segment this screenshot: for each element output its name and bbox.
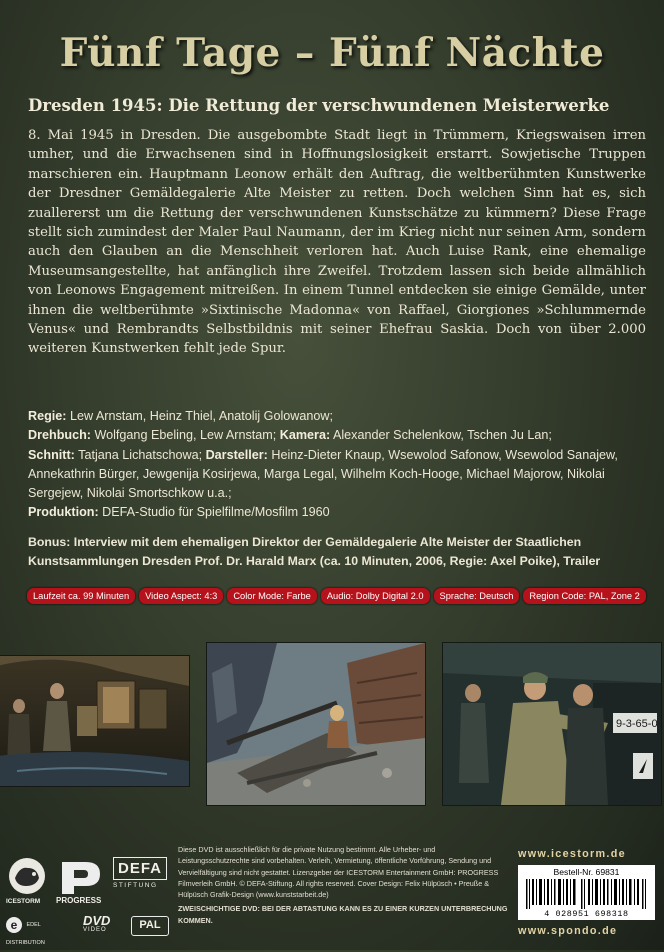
credit-label-schnitt: Schnitt: <box>28 447 75 462</box>
credit-schnitt: Tatjana Lichatschowa; <box>78 447 203 462</box>
barcode-digits: 4 028951 698318 <box>544 909 629 919</box>
dual-layer-warning: ZWEISCHICHTIGE DVD: BEI DER ABTASTUNG KANN ES ZU EINER KURZEN UNTERBRECHUNG KOMMEN. <box>178 904 508 925</box>
credit-label-kamera: Kamera: <box>279 428 331 443</box>
credit-label-produktion: Produktion: <box>28 505 99 520</box>
spondo-url: www.spondo.de <box>518 925 618 937</box>
defa-logo-text: DEFA <box>113 857 167 880</box>
order-number: Bestell-Nr. 69831 <box>553 867 620 877</box>
svg-text:9-3-65-0: 9-3-65-0 <box>616 718 658 730</box>
edel-logo-text: EDEL DISTRIBUTION <box>6 921 45 946</box>
film-title: Fünf Tage – Fünf Nächte <box>59 30 605 76</box>
credit-regie: Lew Arnstam, Heinz Thiel, Anatolij Golowanow; <box>70 409 333 423</box>
credit-label-darsteller: Darsteller: <box>205 447 268 462</box>
legal-block <box>178 844 508 926</box>
progress-logo-text: PROGRESS <box>56 896 102 905</box>
badge-runtime: Laufzeit ca. 99 Minuten <box>27 588 135 604</box>
defa-logo-sub: STIFTUNG <box>113 882 158 889</box>
credits-block <box>28 407 648 523</box>
icestorm-logo-text: ICESTORM <box>6 898 41 905</box>
credit-darsteller: Heinz-Dieter Knaup, Wsewolod Safonow, Wsewolod Sanajew, Annekathrin Bürger, Jewgenija Kosirjewa, Marga Legal, Wilhelm Koch-Hooge, Michael Majorow, Nikolai Sergejew, Nikolai Smortschkow u.a.; <box>28 447 618 501</box>
film-still-ruins <box>206 642 426 806</box>
spec-badges <box>27 588 646 604</box>
bonus-block <box>28 533 652 570</box>
dvd-logo-sub: VIDEO <box>83 927 107 933</box>
credit-produktion: DEFA-Studio für Spielfilme/Mosfilm 1960 <box>102 505 330 520</box>
defa-logo <box>113 857 169 893</box>
credit-label-regie: Regie: <box>28 409 67 423</box>
badge-region: Region Code: PAL, Zone 2 <box>523 588 645 604</box>
bonus-label: Bonus: <box>28 535 71 549</box>
pal-logo: PAL <box>131 916 169 936</box>
badge-color-mode: Color Mode: Farbe <box>227 588 317 604</box>
film-still-soldiers <box>442 642 662 806</box>
barcode <box>526 879 647 909</box>
dvd-logo-text: DVD <box>83 913 111 928</box>
barcode-panel <box>518 865 655 920</box>
badge-language: Sprache: Deutsch <box>434 588 520 604</box>
credit-drehbuch: Wolfgang Ebeling, Lew Arnstam; <box>94 428 277 443</box>
edel-e-icon: e <box>6 917 22 933</box>
credit-label-drehbuch: Drehbuch: <box>28 428 91 443</box>
film-still-tunnel <box>0 655 190 787</box>
badge-video-aspect: Video Aspect: 4:3 <box>139 588 223 604</box>
credit-kamera: Alexander Schelenkow, Tschen Ju Lan; <box>332 428 552 443</box>
edel-logo <box>6 916 76 946</box>
synopsis-text: 8. Mai 1945 in Dresden. Die ausgebombte Stadt liegt in Trümmern, Kriegswaisen irren umher, und die Erwachsenen sind in Hoffnungslosigkeit erstarrt. Sowjetische Truppen marschieren ein. Hauptmann Leonow erhält den Auftrag, die weltberühmten Kunstwerke der Dresdner Gemäldegalerie Alte Meister zu retten. Doch welchen Sinn hat es, sich zuallererst um die Rettung der verschwundenen Kunstschätze zu kümmern? Diese Frage stellt sich zumindest der Maler Paul Naumann, der im Krieg nicht nur seinen Arm, sondern auch den Glauben an die Menschheit verloren hat. Auch Luise Rank, eine ehemalige Museumsangestellte, hat anfänglich ihre Zweifel. Trotzdem lassen sich beide allmählich von Leonows Engagement mitreißen. In einem Tunnel entdecken sie einige Gemälde, unter ihnen die weltberühmte »Sixtinische Madonna« von Raffael, Giorgiones »Schlummernde Venus« und Rembrandts Selbstbildnis mit seiner Ehefrau Saskia. Doch von über 2.000 weiteren Kunstwerken fehlt jede Spur. <box>28 128 646 357</box>
badge-audio: Audio: Dolby Digital 2.0 <box>321 588 430 604</box>
dvd-video-logo <box>83 914 123 940</box>
legal-text: Diese DVD ist ausschließlich für die private Nutzung bestimmt. Alle Urheber- und Leistungsschutzrechte sind vorbehalten. Verleih, Vermietung, öffentliche Vorführung, Sendung und Vervielfältigung sind nicht gestattet. Lizenzgeber der ICESTORM Entertainment GmbH: PROGRESS Filmverleih GmbH. © DEFA-Stiftung. All rights reserved. Cover Design: Felix Hülpüsch • Preuße & Hülpüsch Grafik-Design (www.kunststarbeit.de) <box>178 845 499 900</box>
film-subtitle: Dresden 1945: Die Rettung der verschwundenen Meisterwerke <box>28 96 610 115</box>
icestorm-url: www.icestorm.de <box>518 848 626 860</box>
bonus-text: Interview mit dem ehemaligen Direktor der Gemäldegalerie Alte Meister der Staatlichen Kunstsammlungen Dresden Prof. Dr. Harald Marx (ca. 10 Minuten, 2006, Regie: Axel Poike), Trailer <box>28 535 601 568</box>
icestorm-logo <box>6 856 48 911</box>
progress-logo <box>56 858 110 908</box>
